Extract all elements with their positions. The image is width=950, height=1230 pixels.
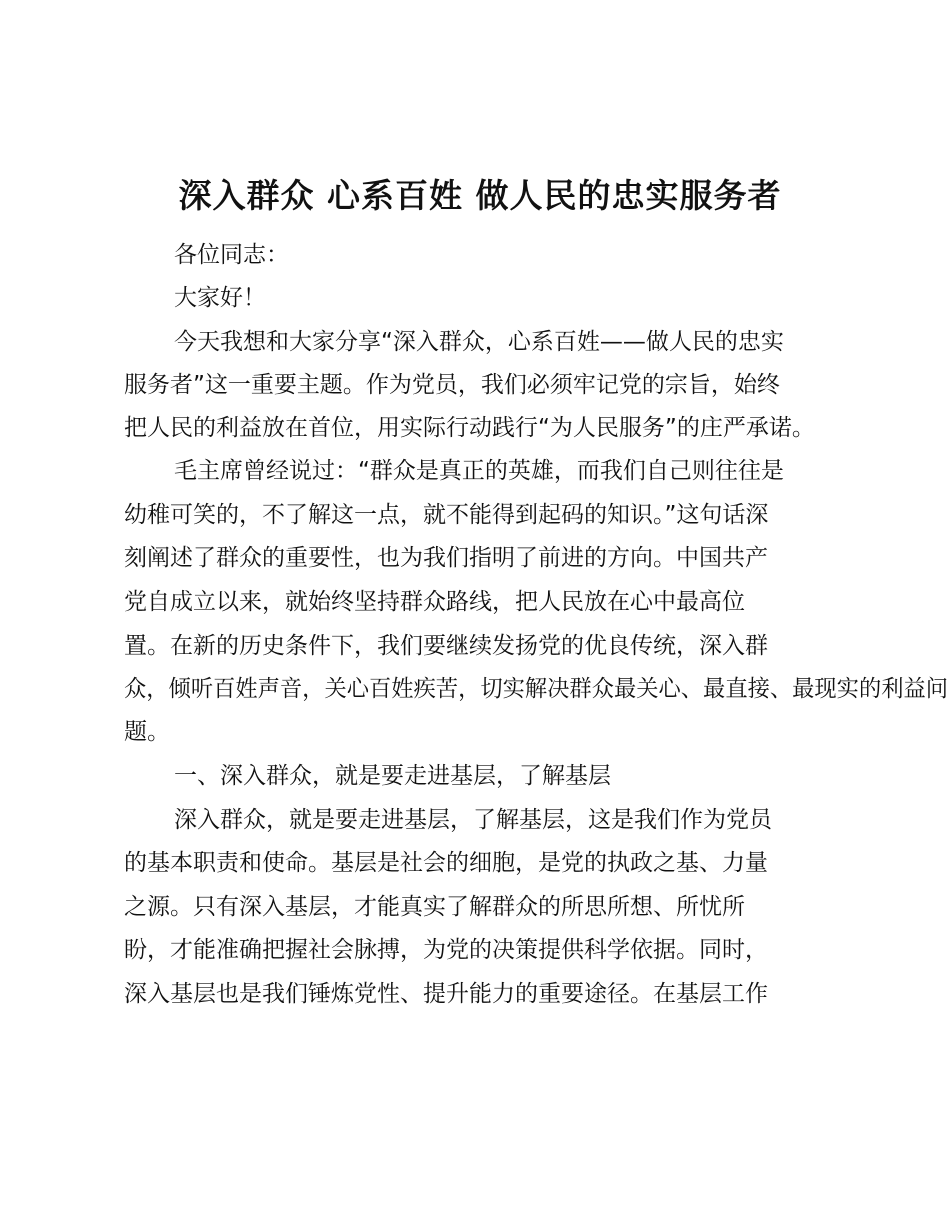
paragraph-line: 盼，才能准确把握社会脉搏，为党的决策提供科学依据。同时， (124, 937, 768, 963)
paragraph-line: 题。 (124, 719, 170, 745)
paragraph-line: 的基本职责和使命。基层是社会的细胞，是党的执政之基、力量 (124, 850, 768, 876)
paragraph-line: 置。在新的历史条件下，我们要继续发扬党的优良传统，深入群 (124, 633, 768, 659)
paragraph-line: 幼稚可笑的，不了解这一点，就不能得到起码的知识。”这句话深 (124, 502, 769, 528)
document-title: 深入群众 心系百姓 做人民的忠实服务者 (178, 176, 782, 215)
paragraph-line: 今天我想和大家分享“深入群众，心系百姓——做人民的忠实 (174, 329, 784, 355)
greeting: 大家好！ (174, 285, 266, 311)
paragraph-line: 毛主席曾经说过：“群众是真正的英雄，而我们自己则往往是 (174, 458, 784, 484)
paragraph-line: 党自成立以来，就始终坚持群众路线，把人民放在心中最高位 (124, 589, 745, 615)
paragraph-line: 深入基层也是我们锤炼党性、提升能力的重要途径。在基层工作 (124, 981, 768, 1007)
salutation: 各位同志： (174, 242, 289, 268)
paragraph-line: 之源。只有深入基层，才能真实了解群众的所思所想、所忧所 (124, 894, 745, 920)
paragraph-line: 刻阐述了群众的重要性，也为我们指明了前进的方向。中国共产 (124, 545, 768, 571)
section-heading: 一、深入群众，就是要走进基层，了解基层 (174, 763, 611, 789)
paragraph-line: 深入群众，就是要走进基层，了解基层，这是我们作为党员 (174, 807, 772, 833)
paragraph-line: 服务者”这一重要主题。作为党员，我们必须牢记党的宗旨，始终 (124, 372, 780, 398)
paragraph-line: 众，倾听百姓声音，关心百姓疾苦，切实解决群众最关心、最直接、最现实的利益问 (124, 676, 949, 702)
paragraph-line: 把人民的利益放在首位，用实际行动践行“为人民服务”的庄严承诺。 (124, 415, 815, 441)
